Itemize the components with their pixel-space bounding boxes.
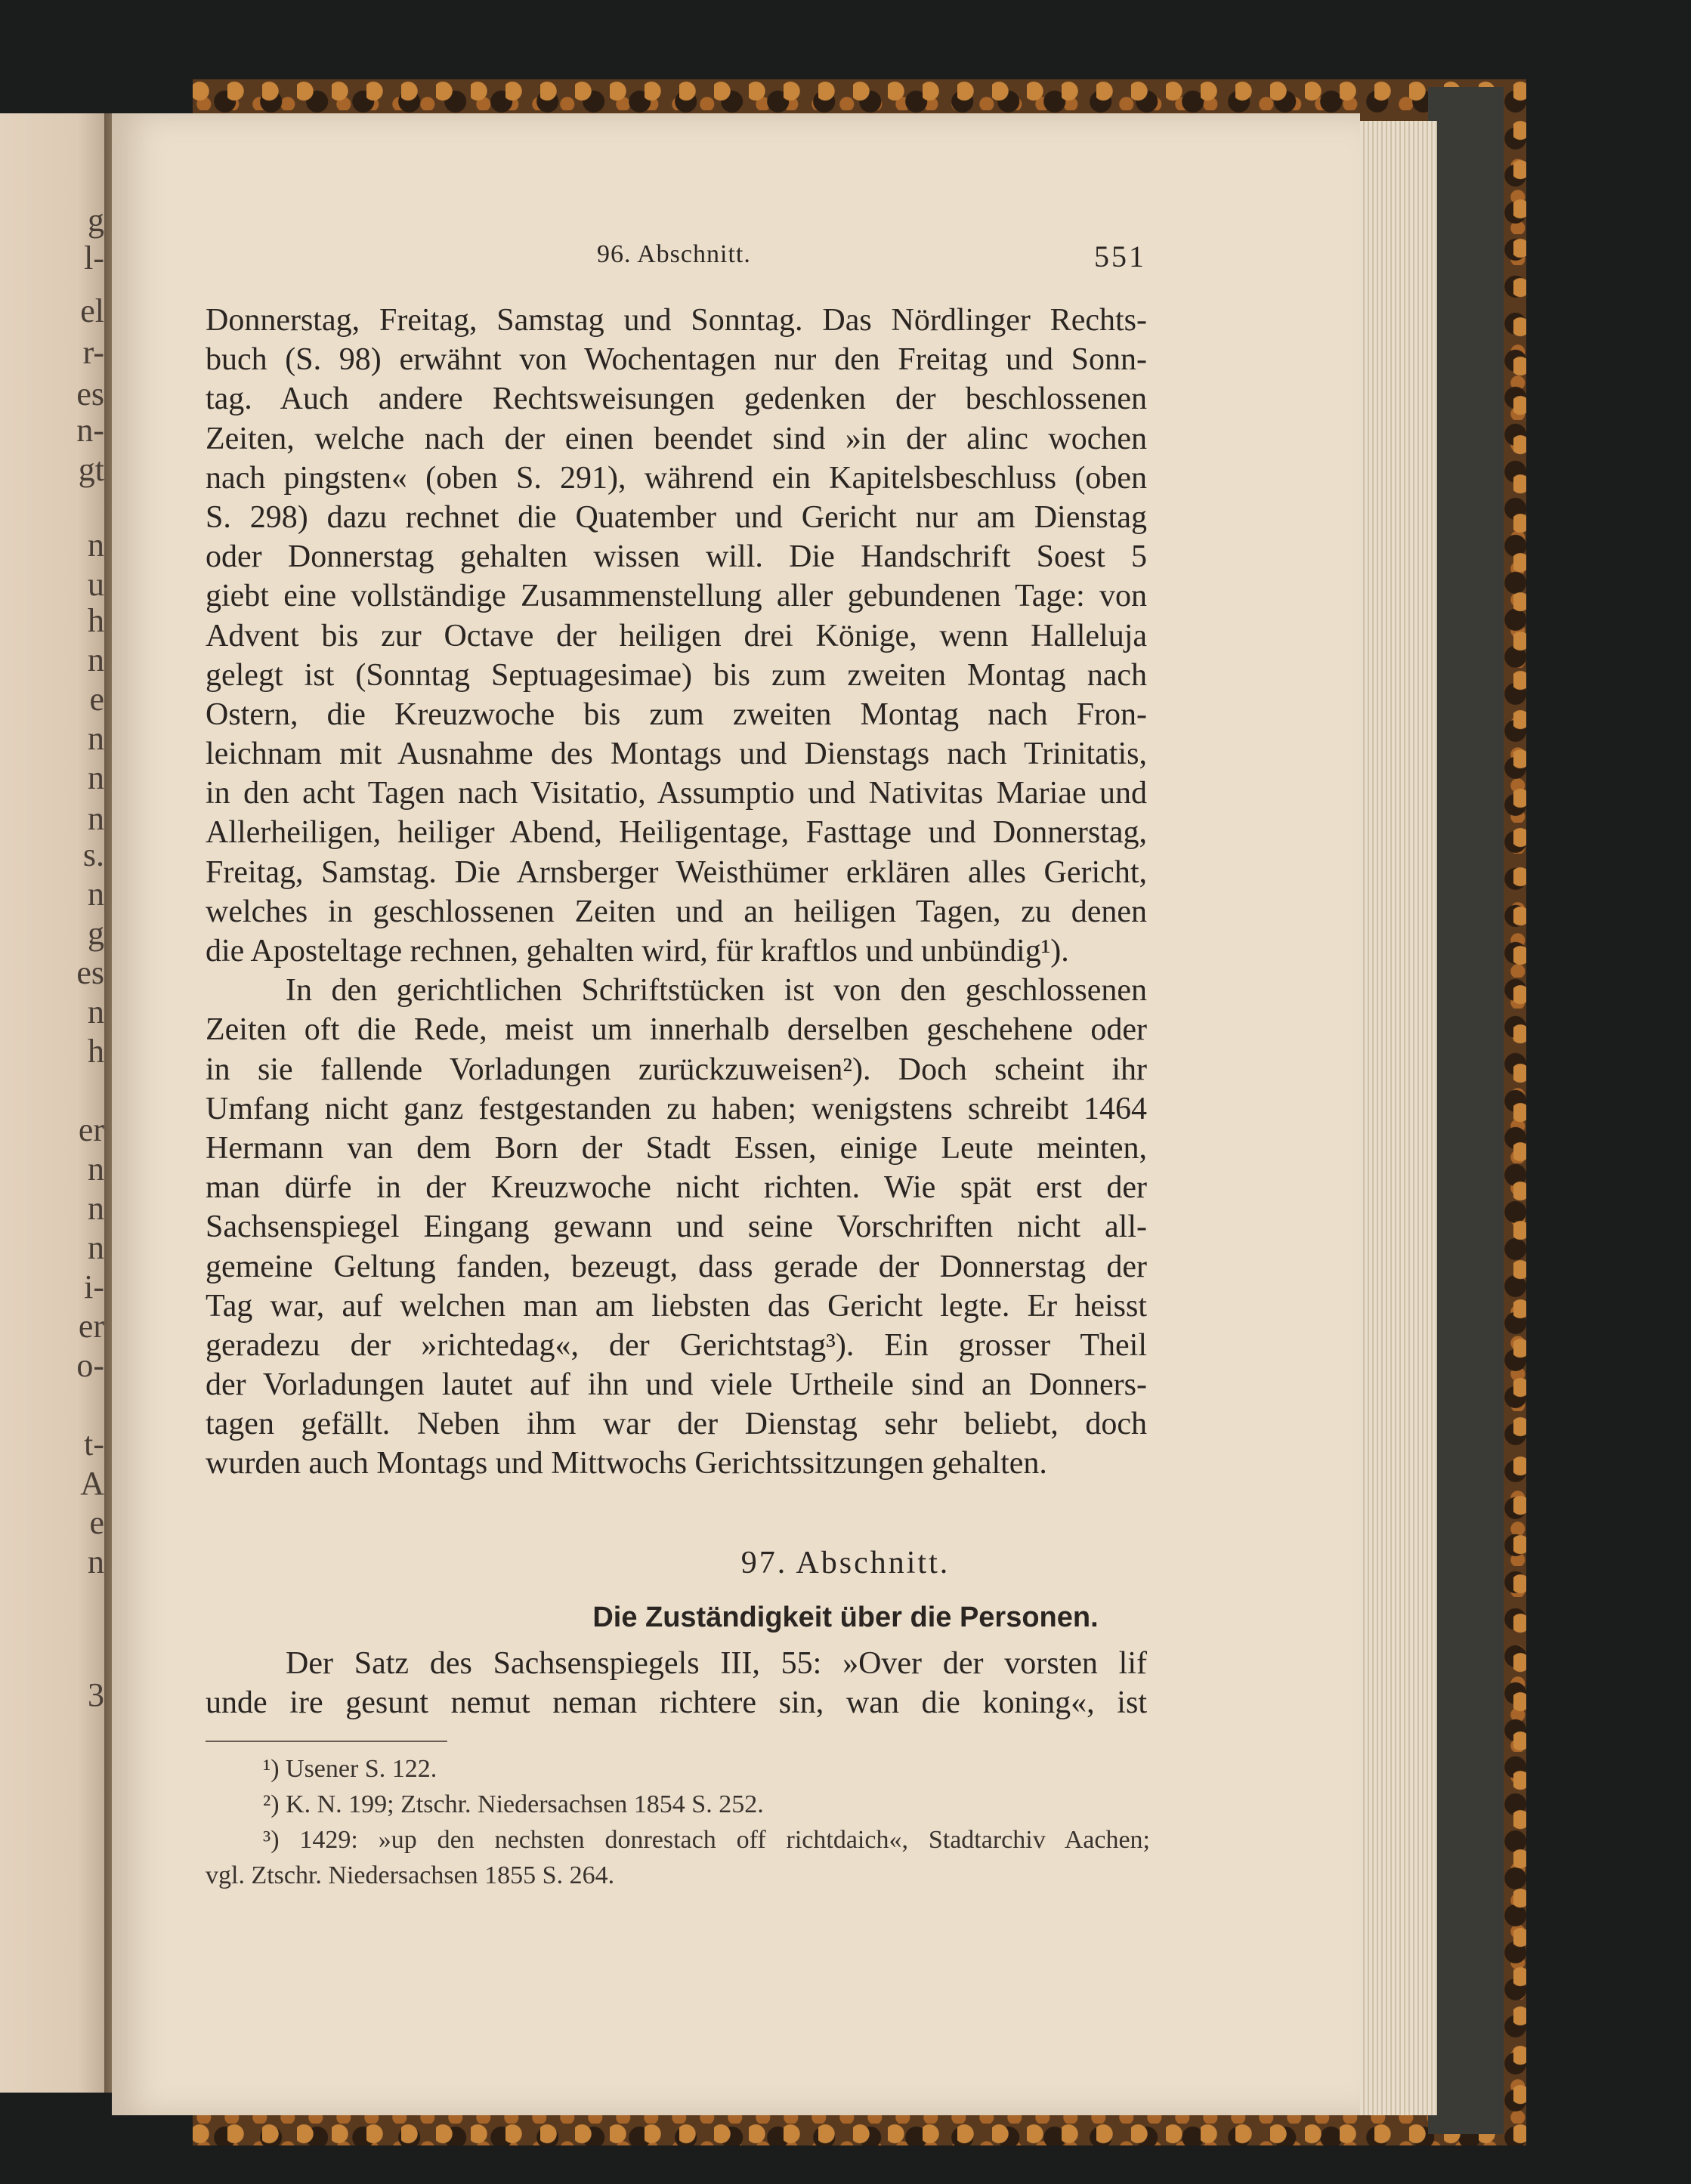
footnote: ³) 1429: »up den nechsten donrestach off richtdaich«, Stadtarchiv Aachen;: [263, 1826, 1150, 1854]
prev-page-fragment: l-: [84, 239, 104, 276]
running-header: 96. Abschnitt.: [597, 240, 751, 268]
prev-page-fragment: t-: [84, 1426, 104, 1463]
section-heading: 97. Abschnitt.: [740, 1546, 951, 1580]
prev-page-fragment: n: [88, 800, 104, 837]
text-line: Umfang nicht ganz festgestanden zu haben; wenigstens schreibt 1464: [206, 1091, 1147, 1126]
prev-page-fragment: g: [88, 915, 104, 952]
book-cover-edge: [1428, 87, 1504, 2134]
text-line: in sie fallende Vorladungen zurückzuweisen²). Doch scheint ihr: [206, 1052, 1147, 1087]
text-line: giebt eine vollständige Zusammenstellung aller gebundenen Tage: von: [206, 579, 1147, 614]
text-line: in den acht Tagen nach Visitatio, Assumptio und Nativitas Mariae und: [206, 776, 1147, 811]
prev-page-fragment: 3: [88, 1676, 104, 1713]
footnote: ²) K. N. 199; Ztschr. Niedersachsen 1854 S. 252.: [263, 1790, 764, 1818]
body-text: [206, 301, 1147, 1484]
prev-page-fragment: es: [76, 375, 104, 412]
prev-page-fragment: gt: [78, 451, 104, 488]
text-line: leichnam mit Ausnahme des Montags und Dienstags nach Trinitatis,: [206, 737, 1147, 772]
prev-page-fragment: s.: [82, 836, 104, 873]
prev-page-fragment: e: [89, 1504, 104, 1541]
prev-page-fragment: n: [88, 641, 104, 678]
text-line: S. 298) dazu rechnet die Quatember und Gericht nur am Dienstag: [206, 499, 1147, 535]
text-line: geradezu der »richtedag«, der Gerichtstag³). Ein grosser Theil: [206, 1327, 1147, 1363]
text-line: gemeine Geltung fanden, bezeugt, dass gerade der Donnerstag der: [206, 1249, 1147, 1284]
text-line: oder Donnerstag gehalten wissen will. Die Handschrift Soest 5: [206, 539, 1147, 575]
prev-page-fragment: n: [88, 527, 104, 564]
prev-page-fragment: er: [78, 1111, 104, 1148]
text-line: tag. Auch andere Rechtsweisungen gedenken der beschlossenen: [206, 382, 1147, 417]
text-line: welches in geschlossenen Zeiten und an heiligen Tagen, zu denen: [206, 894, 1147, 929]
page-number: 551: [1094, 239, 1146, 273]
text-line: wurden auch Montags und Mittwochs Gerichtssitzungen gehalten.: [206, 1446, 1047, 1481]
text-line: Hermann van dem Born der Stadt Essen, einige Leute meinten,: [206, 1130, 1147, 1166]
text-line: man dürfe in der Kreuzwoche nicht richten. Wie spät erst der: [206, 1170, 1147, 1206]
footnote: vgl. Ztschr. Niedersachsen 1855 S. 264.: [206, 1861, 615, 1889]
section-subtitle: Die Zuständigkeit über die Personen.: [592, 1602, 1099, 1633]
prev-page-fragment: n: [88, 1190, 104, 1227]
prev-page-fragment: es: [76, 954, 104, 991]
text-line: tagen gefällt. Neben ihm war der Dienstag sehr beliebt, doch: [206, 1407, 1147, 1442]
text-line: Allerheiligen, heiliger Abend, Heiligentage, Fasttage und Donnerstag,: [206, 815, 1147, 851]
text-line: unde ire gesunt nemut neman richtere sin, wan die koning«, ist: [206, 1685, 1147, 1721]
text-line: Donnerstag, Freitag, Samstag und Sonntag. Das Nördlinger Rechts-: [206, 303, 1147, 338]
footnotes: [206, 1751, 1150, 1893]
prev-page-fragment: n: [88, 720, 104, 757]
text-line: Advent bis zur Octave der heiligen drei Könige, wenn Halleluja: [206, 618, 1147, 653]
section-text: [206, 1644, 1147, 1722]
prev-page-fragment: u: [88, 566, 104, 603]
prev-page-fragment: el: [80, 292, 104, 329]
text-line: der Vorladungen lautet auf ihn und viele Urtheile sind an Donners-: [206, 1367, 1147, 1403]
text-line: gelegt ist (Sonntag Septuagesimae) bis zum zweiten Montag nach: [206, 657, 1147, 693]
prev-page-fragment: n: [88, 1151, 104, 1188]
text-line: die Aposteltage rechnen, gehalten wird, für kraftlos und unbündig¹).: [206, 934, 1069, 968]
footnote: ¹) Usener S. 122.: [263, 1755, 437, 1783]
text-line: Freitag, Samstag. Die Arnsberger Weisthümer erklären alles Gericht,: [206, 854, 1147, 890]
prev-page-fragment: h: [88, 1033, 104, 1070]
text-line: In den gerichtlichen Schriftstücken ist von den geschlossenen: [286, 973, 1147, 1009]
previous-page-edge: [0, 113, 112, 2093]
prev-page-fragment: h: [88, 602, 104, 639]
text-line: Ostern, die Kreuzwoche bis zum zweiten Montag nach Fron-: [206, 697, 1147, 732]
text-line: Zeiten oft die Rede, meist um innerhalb derselben geschehene oder: [206, 1012, 1147, 1048]
text-line: Tag war, auf welchen man am liebsten das Gericht legte. Er heisst: [206, 1288, 1147, 1324]
page-edges: [1346, 121, 1437, 2115]
prev-page-fragment: i-: [84, 1268, 104, 1305]
text-line: Zeiten, welche nach der einen beendet sind »in der alinc wochen: [206, 421, 1147, 456]
footnote-rule: [206, 1741, 447, 1742]
text-line: Sachsenspiegel Eingang gewann und seine Vorschriften nicht all-: [206, 1209, 1147, 1245]
prev-page-fragment: n: [88, 993, 104, 1030]
prev-page-fragment: o-: [76, 1347, 104, 1384]
prev-page-fragment: n: [88, 1229, 104, 1266]
text-line: buch (S. 98) erwähnt von Wochentagen nur den Freitag und Sonn-: [206, 342, 1147, 378]
prev-page-fragment: A: [80, 1465, 104, 1502]
prev-page-fragment: e: [89, 681, 104, 718]
text-line: nach pingsten« (oben S. 291), während ein Kapitelsbeschluss (oben: [206, 460, 1147, 496]
prev-page-fragment: n: [88, 759, 104, 796]
prev-page-fragment: n-: [76, 412, 104, 449]
prev-page-fragment: r-: [82, 334, 104, 371]
prev-page-fragment: n: [88, 1543, 104, 1580]
text-line: Der Satz des Sachsenspiegels III, 55: »Over der vorsten lif: [286, 1646, 1147, 1681]
prev-page-fragment: g: [88, 202, 104, 239]
prev-page-fragment: n: [88, 876, 104, 913]
prev-page-fragment: er: [78, 1308, 104, 1345]
